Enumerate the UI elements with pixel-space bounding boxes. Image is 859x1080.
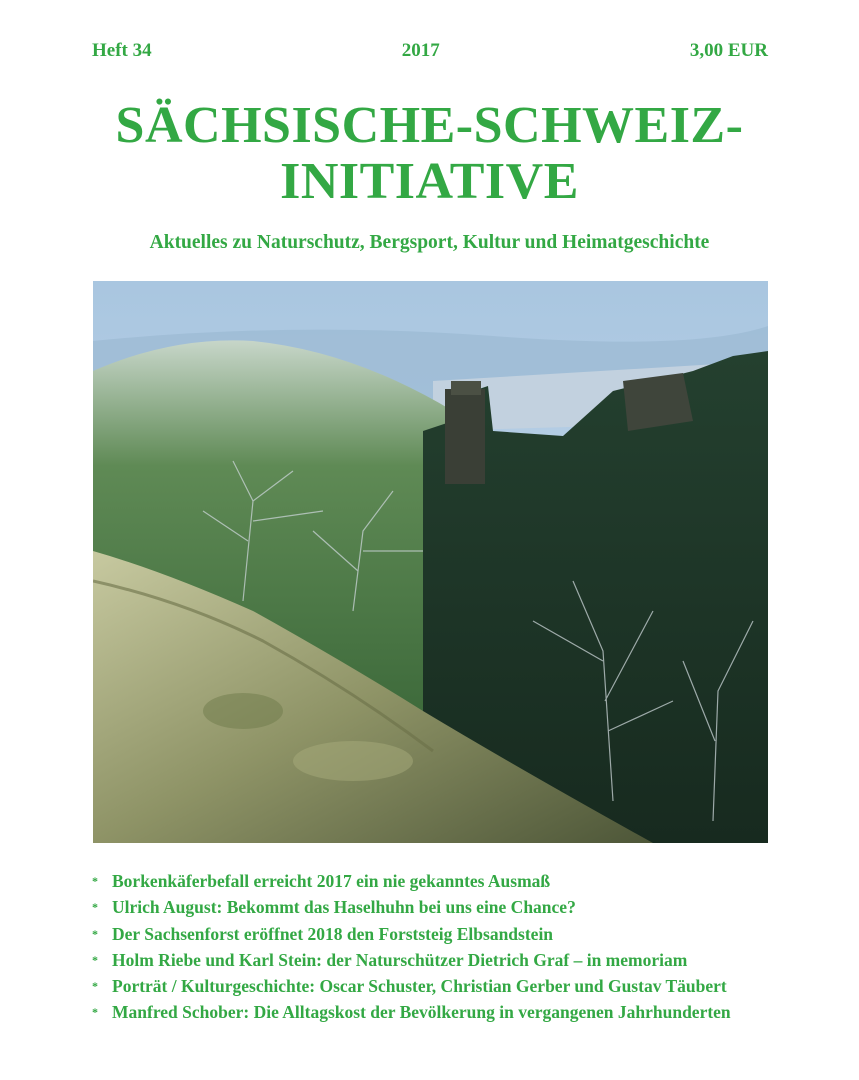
issue-price: 3,00 EUR <box>689 40 768 61</box>
list-item <box>92 999 782 1025</box>
magazine-subtitle: Aktuelles zu Naturschutz, Bergsport, Kultur und Heimatgeschichte <box>149 232 710 253</box>
cover-photo <box>93 281 768 843</box>
bullet-icon: * <box>92 900 98 915</box>
topic-text: Porträt / Kulturgeschichte: Oscar Schuster, Christian Gerber und Gustav Täubert <box>112 976 727 997</box>
issue-number: Heft 34 <box>92 40 152 61</box>
bullet-icon: * <box>92 874 98 888</box>
bullet-icon: * <box>92 979 98 994</box>
bullet-icon: * <box>92 952 98 967</box>
title-line-2: INITIATIVE <box>280 153 579 210</box>
topics-list <box>92 868 782 1026</box>
list-item <box>92 973 782 999</box>
list-item <box>92 947 782 973</box>
topic-text: Manfred Schober: Die Alltagskost der Bevölkerung in vergangenen Jahrhunderten <box>112 1002 731 1023</box>
cover-header <box>92 40 768 62</box>
issue-year: 2017 <box>401 40 440 61</box>
list-item <box>92 894 782 920</box>
bullet-icon: * <box>92 926 98 941</box>
landscape-image <box>93 281 768 843</box>
title-line-1: SÄCHSISCHE-SCHWEIZ- <box>115 97 744 154</box>
magazine-title <box>0 98 859 210</box>
topic-text: Holm Riebe und Karl Stein: der Naturschützer Dietrich Graf – in memoriam <box>112 949 688 970</box>
topic-text: Ulrich August: Bekommt das Haselhuhn bei uns eine Chance? <box>112 897 576 918</box>
list-item <box>92 868 782 894</box>
bullet-icon: * <box>92 1005 98 1020</box>
list-item <box>92 921 782 947</box>
topic-text: Borkenkäferbefall erreicht 2017 ein nie gekanntes Ausmaß <box>112 871 551 891</box>
topic-text: Der Sachsenforst eröffnet 2018 den Forststeig Elbsandstein <box>112 923 554 944</box>
